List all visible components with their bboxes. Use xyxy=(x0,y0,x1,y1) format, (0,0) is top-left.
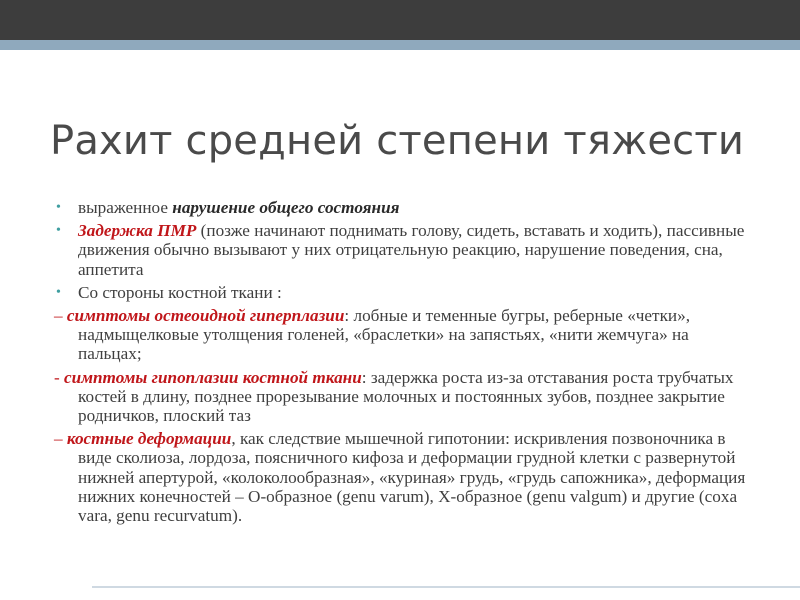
dash-marker: – xyxy=(54,429,67,449)
bullet-pre-text: выраженное xyxy=(78,198,173,217)
slide-title: Рахит средней степени тяжести xyxy=(50,118,745,164)
sub-item-text: : лобные и теменные бугры, реберные «четки», надмыщелковые утолщения голеней, «браслетки» на запястьях, «нити жемчуга» на пальцах; xyxy=(78,306,691,364)
sub-item-text: , как следствие мышечной гипотонии: искривления позвоночника в виде сколиоза, лордоза, поясничного кифоза и деформации грудной клетки с развернутой нижней апертурой, «колоколообразная», «куриная» грудь, «грудь сапожника», деформация нижних конечностей – О-образное (genu varum), Х-образное (genu valgum) и другие (coxa vara, genu recurvatum). xyxy=(78,429,746,526)
bullet-item-bone-tissue xyxy=(54,283,754,302)
bullet-dot-icon: • xyxy=(56,284,61,300)
bullet-text: Со стороны костной ткани : xyxy=(78,282,282,302)
top-accent-bar xyxy=(0,40,800,50)
dash-marker: – xyxy=(54,306,67,326)
bullet-dot-icon: • xyxy=(56,200,61,215)
bullet-dot-icon: • xyxy=(56,223,61,239)
bullet-emphasis: Задержка ПМР xyxy=(78,221,197,241)
sub-item-emphasis: костные деформации xyxy=(66,429,232,449)
bullet-item-general-state xyxy=(54,198,754,217)
sub-item-osteoid-hyperplasia xyxy=(54,306,754,364)
slide-content xyxy=(54,198,754,529)
sub-item-emphasis: симптомы остеоидной гиперплазии xyxy=(66,306,345,326)
dash-marker: - xyxy=(54,367,65,387)
bullet-text: (позже начинают поднимать голову, сидеть, вставать и ходить), пассивные движения обычно вызывают у них отрицательную реакцию, нарушение поведения, сна, аппетита xyxy=(78,221,745,279)
sub-item-hypoplasia xyxy=(54,368,754,426)
sub-item-text: : задержка роста из-за отставания роста трубчатых костей в длину, позднее прорезывание молочных и постоянных зубов, позднее закрытие родничков, плоский таз xyxy=(78,367,734,426)
top-bar xyxy=(0,0,800,40)
sub-item-bone-deformations xyxy=(54,429,754,525)
bottom-divider xyxy=(92,586,800,588)
bullet-emphasis: нарушение общего состояния xyxy=(172,198,400,217)
sub-item-emphasis: симптомы гипоплазии костной ткани xyxy=(64,367,362,387)
bullet-item-pmr-delay xyxy=(54,221,754,279)
